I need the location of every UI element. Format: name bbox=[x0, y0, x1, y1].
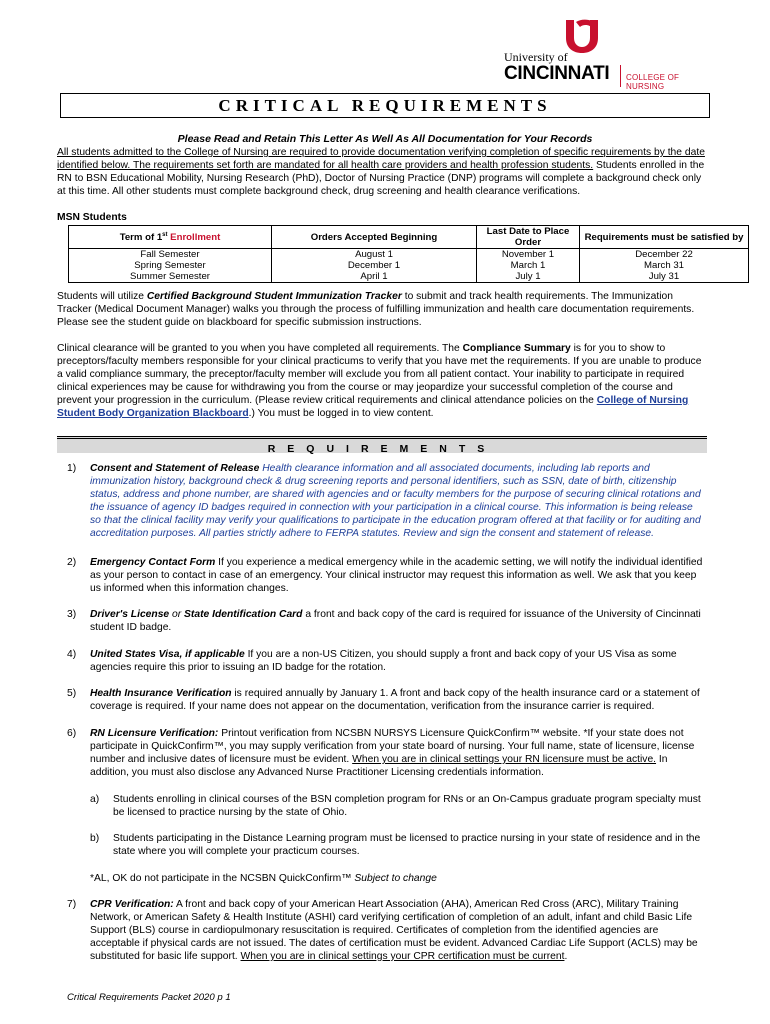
logo-divider bbox=[620, 65, 621, 87]
logo-cincinnati: CINCINNATI bbox=[504, 63, 610, 84]
intro-rest: Students enrolled in the RN to BSN Educational Mobility, Nursing Research (PhD), Doctor of Nursing Practice (DNP) programs will complete a background check only at this time. All other students must complete background check, drug screening and health clearance verifications. bbox=[57, 160, 705, 197]
uc-logo bbox=[500, 18, 715, 91]
page-title: CRITICAL REQUIREMENTS bbox=[218, 96, 552, 115]
blackboard-link[interactable]: College of Nursing Student Body Organization Blackboard bbox=[57, 395, 689, 419]
requirements-heading: REQUIREMENTS bbox=[267, 443, 497, 455]
header-satisfied: Requirements must be satisfied by bbox=[580, 226, 749, 249]
requirements-heading-bar bbox=[57, 436, 707, 453]
intro-paragraph bbox=[57, 146, 707, 198]
msn-label: MSN Students bbox=[57, 212, 127, 223]
document-page: University of CINCINNATI COLLEGE OF NURSING CRITICAL REQUIREMENTS Please Read and Retain This Letter As Well As All Documentation for Your Records All students admitted to the College of Nursing are required to provide documentation verifying completion of specific requirements by the date identified below. The requirements set forth are mandated for all health care providers and health profession students. Students enrolled in the RN to BSN Educational Mobility, Nursing Research (PhD), Doctor of Nursing Practice (DNP) programs will complete a background check only at this time. All other students must complete background check, drug screening and health clearance verifications. MSN Students Term of 1st Enrollment Orders Accepted Beginning Last Date to Place Order Requirements must be satisfied by Fall Semester August 1 November 1 December 22 Spring Semester December 1 March 1 March 31 Summer Semester April 1 July 1 July 31 Students will utilize Certified Background Student Immunization Tracker to submit and track health requirements. The Immunization Tracker (Medical Document Manager) walks you through the process of fulfilling immunization and health care documentation requirements. Please see the student guide on blackboard for specific submission instructions. Clinical clearance will be granted to you when you have completed all requirements. The Compliance Summary is for you to show to preceptors/faculty members responsible for your clinical practicums to verify that you have met the requirements. If you are unable to produce a valid compliance summary, the preceptor/faculty member will exclude you from all patient contact. Your inability to participate in required clinical experiences may be cause for withdrawing you from the course or may jeopardize your successful completion of the course and prevent your progression in the curriculum. (Please review critical requirements and clinical attendance policies on the College of Nursing Student Body Organization Blackboard.) You must be logged in to view content. REQUIREMENTS 1) Consent and Statement of Release Health clearance information and all associated documents, including lab reports and immunization history, background check & drug screening reports and personal identifiers, such as SSN, date of birth, citizenship status, address and phone number, are shared with agencies and or faculty members for the purpose of securing clinical rotations and the issuance of agency ID badges required in connection with your participation in a clinical course. This information is being release so that the clinical facility may verify your qualifications to participate in the education program offered at that facility or for auditing and accreditation purposes. All parties strictly adhere to FERPA statutes. Review and sign the consent and statement of release. 2) Emergency Contact Form If you experience a medical emergency while in the academic setting, we will notify the individual identified as your person to contact in case of an emergency. Your clinical instructor may request this information as well. We ask that you keep us informed when this information changes. 3) Driver's License or State Identification Card a front and back copy of the card is required for issuance of the University of Cincinnati student ID badge. 4) United States Visa, if applicable If you are a non-US Citizen, you should supply a front and back copy of your US Visa as some agencies require this prior to issuing an ID badge for the rotation. 5) Health Insurance Verification is required annually by January 1. A front and back copy of the health insurance card or a statement of coverage is required. If your name does not appear on the documentation, verification from the insurance carrier is required. 6) RN Licensure Verification: Printout verification from NCSBN NURSYS Licensure QuickConfirm™ website. *If your state does not participate in QuickConfirm™, you may supply verification from your state board of nursing. Your full name, state of licensure, license number and inclusive dates of licensure must be evident. When you are in clinical settings your RN licensure must be active. In addition, you must also disclose any Advanced Nurse Practitioner Licensing credentials information. a) Students enrolling in clinical courses of the BSN completion program for RNs or an On-Campus graduate program specialty must be licensed to practice nursing by the state of Ohio. b) Students participating in the Distance Learning program must be licensed to practice nursing in your state of residence and in the state where you will complete your practicum courses. *AL, OK do not participate in the NCSBN QuickConfirm™ Subject to change 7) CPR Verification: A front and back copy of your American Heart Association (AHA), American Red Cross (ARC), Military Training Network, or American Safety & Health Institute (ASHI) card verifying certification of completion of an adult, infant and child Basic Life Support (BLS) course in cardiopulmonary resuscitation is required. Certificates of completion from the identified agencies are acceptable if physical cards are not issued. The dates of certification must be evident. Advanced Cardiac Life Support (ACLS) may be substituted for basic life support. When you are in clinical settings your CPR certification must be current. Critical Requirements Packet 2020 p 1 bbox=[0, 0, 770, 1024]
intro-underlined: All students admitted to the College of Nursing are required to provide documentation verifying completion of specific requirements by the date identified below. The requirements set forth are mandated for all health care providers and health profession students. bbox=[57, 147, 705, 171]
tracker-paragraph: Students will utilize Certified Background Student Immunization Tracker to submit and track health requirements. The Immunization Tracker (Medical Document Manager) walks you through the process of fulfilling immunization and health care documentation requirements. Please see the student guide on blackboard for specific submission instructions. bbox=[57, 291, 695, 328]
msn-table bbox=[68, 225, 749, 283]
logo-university-of: University of bbox=[504, 50, 568, 64]
table-row: Fall Semester August 1 November 1 December 22 bbox=[69, 249, 749, 261]
subtitle: Please Read and Retain This Letter As Well As All Documentation for Your Records bbox=[177, 133, 593, 145]
msn-table-header bbox=[69, 226, 749, 249]
clearance-paragraph: Clinical clearance will be granted to you when you have completed all requirements. The Compliance Summary is for you to show to preceptors/faculty members responsible for your clinical practicums to verify that you have met the requirements. If you are unable to produce a valid compliance summary, the preceptor/faculty member will exclude you from all patient contact. Your inability to participate in required clinical experiences may be cause for withdrawing you from the course or may jeopardize your successful completion of the course and prevent your progression in the curriculum. (Please review critical requirements and clinical attendance policies on the College of Nursing Student Body Organization Blackboard.) You must be logged in to view content. bbox=[57, 343, 702, 419]
quickconfirm-note: *AL, OK do not participate in the NCSBN QuickConfirm™ Subject to change bbox=[90, 873, 437, 884]
table-row: Spring Semester December 1 March 1 March 31 bbox=[69, 260, 749, 271]
header-last-date: Last Date to Place Order bbox=[477, 226, 580, 249]
title-box bbox=[60, 93, 710, 118]
uc-monogram-icon bbox=[562, 18, 602, 54]
header-orders: Orders Accepted Beginning bbox=[272, 226, 477, 249]
consent-text: Consent and Statement of Release Health clearance information and all associated documents, including lab reports and immunization history, background check & drug screening reports and personal identifiers, such as SSN, date of birth, citizenship status, address and phone number, are shared with agencies and or faculty members for the purpose of securing clinical rotations and the issuance of agency ID badges required in connection with your participation in a clinical course. This information is being release so that the clinical facility may verify your qualifications to participate in the education program offered at that facility or for auditing and accreditation purposes. All parties strictly adhere to FERPA statutes. Review and sign the consent and statement of release. bbox=[90, 463, 701, 539]
table-row: Summer Semester April 1 July 1 July 31 bbox=[69, 271, 749, 283]
logo-college-of-nursing: COLLEGE OF NURSING bbox=[626, 73, 680, 91]
header-term: Term of 1st Enrollment bbox=[69, 226, 272, 249]
compliance-summary: Compliance Summary bbox=[462, 343, 571, 354]
page-footer: Critical Requirements Packet 2020 p 1 bbox=[67, 992, 231, 1003]
tracker-name: Certified Background Student Immunization Tracker bbox=[146, 291, 402, 302]
